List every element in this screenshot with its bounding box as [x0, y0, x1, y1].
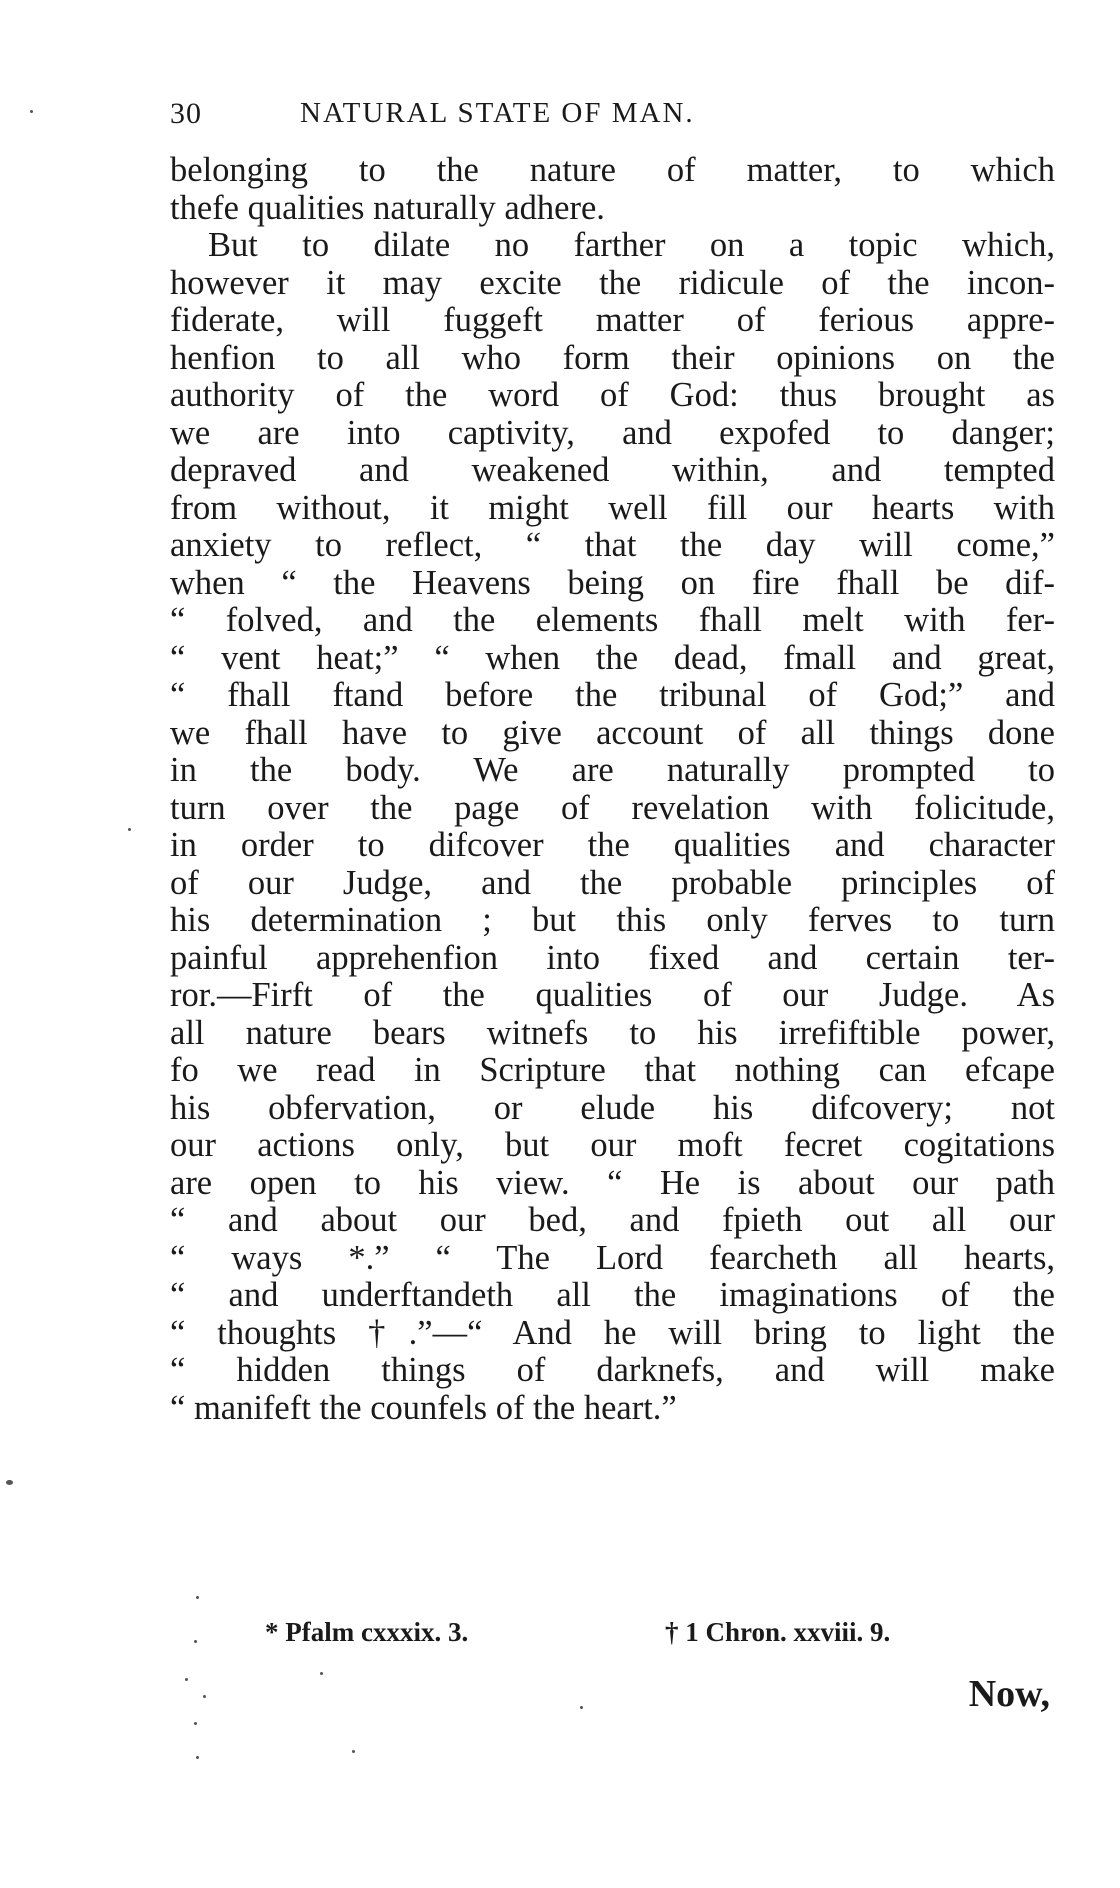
- page-number: 30: [170, 97, 202, 130]
- ink-speck: [6, 1480, 13, 1485]
- text-line: “ hidden things of darknefs, and will make: [170, 1351, 1055, 1389]
- body-text: [170, 152, 1055, 1427]
- footnotes: [265, 1617, 1005, 1657]
- ink-speck: [203, 1695, 206, 1698]
- text-line: our actions only, but our moft fecret cogitations: [170, 1126, 1055, 1164]
- text-line: anxiety to reflect, “ that the day will come,”: [170, 526, 1055, 564]
- text-line: authority of the word of God: thus brought as: [170, 376, 1055, 414]
- text-line: we are into captivity, and expofed to danger;: [170, 413, 1055, 452]
- text-line: are open to his view. “ He is about our path: [170, 1163, 1055, 1202]
- text-line: all nature bears witnefs to his irrefiftible power,: [170, 1013, 1055, 1052]
- ink-speck: [185, 1678, 188, 1681]
- text-line: “ ways *.” “ The Lord fearcheth all hearts,: [170, 1238, 1055, 1277]
- text-line: “ thoughts †.”—“ And he will bring to light the: [170, 1313, 1055, 1352]
- text-line: his determination ; but this only ferves to turn: [170, 901, 1055, 939]
- ink-speck: [128, 828, 131, 831]
- text-line: of our Judge, and the probable principles of: [170, 863, 1055, 902]
- ink-speck: [30, 110, 33, 113]
- text-line: depraved and weakened within, and tempted: [170, 451, 1055, 489]
- text-line: when “ the Heavens being on fire fhall be dif-: [170, 563, 1055, 602]
- ink-speck: [580, 1706, 583, 1709]
- text-line: turn over the page of revelation with folicitude,: [170, 788, 1055, 827]
- catchword: Now,: [968, 1673, 1050, 1715]
- text-line: in order to difcover the qualities and character: [170, 826, 1055, 864]
- text-line: we fhall have to give account of all things done: [170, 713, 1055, 752]
- footnote-chronicles: † 1 Chron. xxviii. 9.: [665, 1617, 891, 1647]
- ink-speck: [320, 1672, 323, 1675]
- text-line: “ and underftandeth all the imaginations of the: [170, 1276, 1055, 1314]
- text-line: “ folved, and the elements fhall melt with fer-: [170, 601, 1055, 639]
- text-line: painful apprehenfion into fixed and certain ter-: [170, 938, 1055, 977]
- text-line: in the body. We are naturally prompted to: [170, 751, 1055, 789]
- text-line: belonging to the nature of matter, to which: [170, 151, 1055, 189]
- text-line: ror.—Firft of the qualities of our Judge. As: [170, 976, 1055, 1014]
- ink-speck: [196, 1756, 199, 1759]
- running-head: NATURAL STATE OF MAN.: [300, 97, 695, 129]
- text-line: fiderate, will fuggeft matter of ferious appre-: [170, 301, 1055, 339]
- text-line: fo we read in Scripture that nothing can efcape: [170, 1051, 1055, 1089]
- text-line: however it may excite the ridicule of the incon-: [170, 263, 1055, 302]
- text-line: “ manifeft the counfels of the heart.”: [170, 1388, 677, 1427]
- text-line: But to dilate no farther on a topic which,: [208, 226, 1055, 264]
- page-header: [160, 97, 880, 137]
- text-line: “ and about our bed, and fpieth out all our: [170, 1201, 1055, 1239]
- text-line: thefe qualities naturally adhere.: [170, 188, 605, 227]
- ink-speck: [352, 1750, 355, 1753]
- ink-speck: [194, 1640, 197, 1643]
- text-line: “ fhall ftand before the tribunal of God;” and: [170, 676, 1055, 714]
- ink-speck: [196, 1596, 199, 1599]
- text-line: “ vent heat;” “ when the dead, fmall and great,: [170, 638, 1055, 677]
- text-line: his obfervation, or elude his difcovery; not: [170, 1088, 1055, 1127]
- ink-speck: [194, 1722, 197, 1725]
- footnote-psalm: * Pfalm cxxxix. 3.: [265, 1617, 469, 1647]
- text-line: from without, it might well fill our hearts with: [170, 488, 1055, 527]
- text-line: henfion to all who form their opinions on the: [170, 338, 1055, 377]
